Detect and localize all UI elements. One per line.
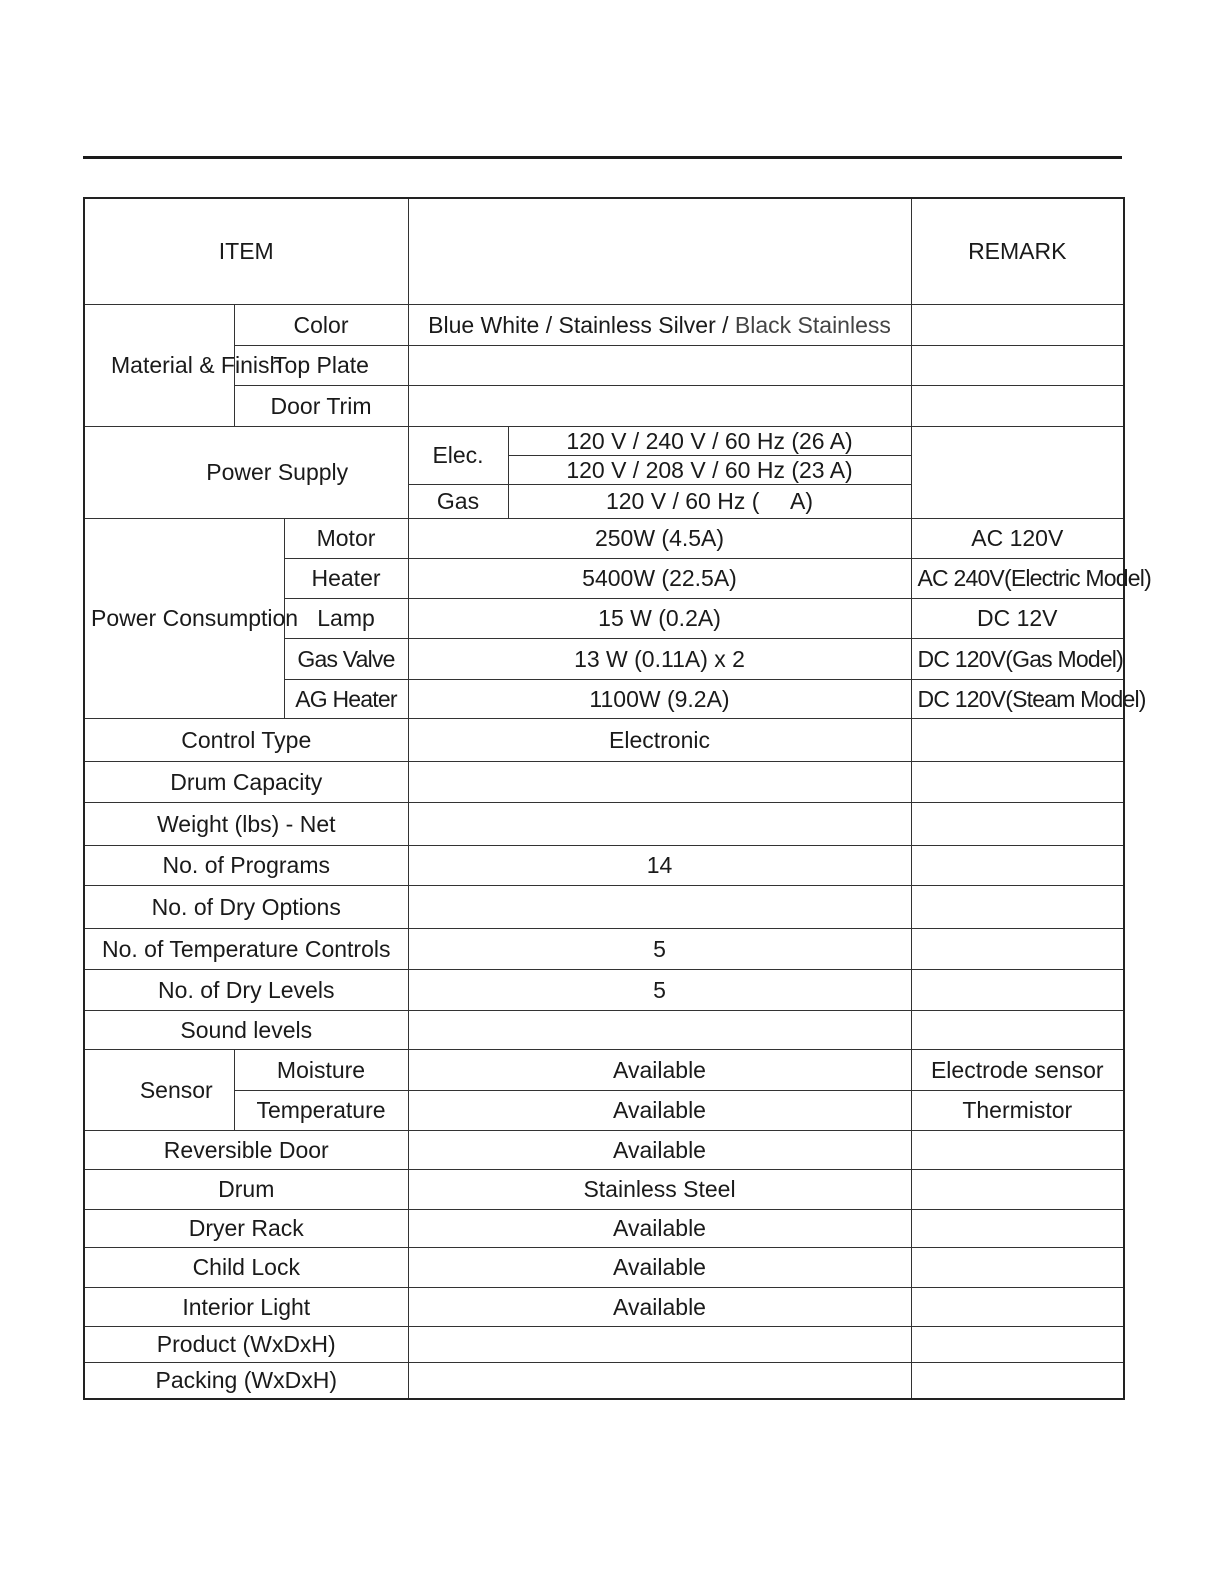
row-item: Reversible Door <box>84 1130 408 1169</box>
pc-value: 15 W (0.2A) <box>408 598 911 638</box>
row-item: Sound levels <box>84 1010 408 1049</box>
sensor-remark: Thermistor <box>911 1090 1124 1130</box>
table-row <box>84 885 1124 928</box>
sensor-value: Available <box>408 1049 911 1090</box>
pc-value: 1100W (9.2A) <box>408 679 911 718</box>
row-item: Child Lock <box>84 1247 408 1287</box>
pc-remark: DC 12V <box>911 598 1124 638</box>
sensor-label: Moisture <box>234 1049 408 1090</box>
row-item: Dryer Rack <box>84 1209 408 1247</box>
row-value: Stainless Steel <box>408 1169 911 1209</box>
row-remark <box>911 761 1124 802</box>
row-remark <box>911 1169 1124 1209</box>
door-trim-label: Door Trim <box>234 385 408 426</box>
pc-remark: DC 120V(Gas Model) <box>911 638 1124 679</box>
table-row <box>84 426 1124 455</box>
elec-label: Elec. <box>408 426 508 484</box>
row-item: Drum <box>84 1169 408 1209</box>
remark-cell <box>911 385 1124 426</box>
pc-label: Heater <box>284 558 408 598</box>
pc-label: Lamp <box>284 598 408 638</box>
pc-value: 250W (4.5A) <box>408 518 911 558</box>
pc-remark: DC 120V(Steam Model) <box>911 679 1124 718</box>
material-group-label: Material & Finish <box>84 304 234 426</box>
table-row <box>84 1326 1124 1362</box>
table-row <box>84 518 1124 558</box>
value-cell <box>408 345 911 385</box>
row-remark <box>911 845 1124 885</box>
power-supply-text: Power Supply <box>206 459 349 485</box>
color-value-main: Blue White / Stainless Silver / <box>428 311 729 338</box>
row-value: Available <box>408 1209 911 1247</box>
elec-value-1: 120 V / 240 V / 60 Hz (26 A) <box>508 426 911 455</box>
row-item: No. of Programs <box>84 845 408 885</box>
row-value: 5 <box>408 928 911 969</box>
row-remark <box>911 1362 1124 1399</box>
table-row <box>84 1090 1124 1130</box>
row-item: Drum Capacity <box>84 761 408 802</box>
remark-cell <box>911 304 1124 345</box>
row-remark <box>911 1287 1124 1326</box>
sensor-remark: Electrode sensor <box>911 1049 1124 1090</box>
row-remark <box>911 802 1124 845</box>
table-row <box>84 718 1124 761</box>
table-row <box>84 304 1124 345</box>
sensor-value: Available <box>408 1090 911 1130</box>
row-item: Product (WxDxH) <box>84 1326 408 1362</box>
row-remark <box>911 1247 1124 1287</box>
gas-value: 120 V / 60 Hz ( A) <box>508 484 911 518</box>
row-value <box>408 802 911 845</box>
table-row <box>84 928 1124 969</box>
row-value <box>408 1326 911 1362</box>
pc-value: 5400W (22.5A) <box>408 558 911 598</box>
table-row <box>84 1362 1124 1399</box>
row-remark <box>911 885 1124 928</box>
header-remark: REMARK <box>911 198 1124 304</box>
color-value-extra: Black Stainless <box>734 311 891 338</box>
row-value <box>408 761 911 802</box>
row-remark <box>911 1209 1124 1247</box>
table-row <box>84 761 1124 802</box>
row-value <box>408 1362 911 1399</box>
row-value: Available <box>408 1287 911 1326</box>
row-value: Electronic <box>408 718 911 761</box>
row-value <box>408 885 911 928</box>
row-item: No. of Temperature Controls <box>84 928 408 969</box>
pc-remark: AC 240V(Electric Model) <box>911 558 1124 598</box>
gas-label: Gas <box>408 484 508 518</box>
pc-label: Gas Valve <box>284 638 408 679</box>
row-remark <box>911 1130 1124 1169</box>
spec-table <box>83 197 1151 1400</box>
elec-value-2: 120 V / 208 V / 60 Hz (23 A) <box>508 455 911 484</box>
header-row <box>84 198 1124 304</box>
table-row <box>84 1130 1124 1169</box>
row-item: Control Type <box>84 718 408 761</box>
table-row <box>84 1209 1124 1247</box>
row-remark <box>911 928 1124 969</box>
sensor-label: Temperature <box>234 1090 408 1130</box>
row-remark <box>911 1010 1124 1049</box>
header-spec <box>408 198 911 304</box>
pc-remark: AC 120V <box>911 518 1124 558</box>
sensor-group-label: Sensor <box>84 1049 234 1130</box>
row-remark <box>911 718 1124 761</box>
row-item: Interior Light <box>84 1287 408 1326</box>
row-value <box>408 1010 911 1049</box>
row-item: Packing (WxDxH) <box>84 1362 408 1399</box>
table-row <box>84 1247 1124 1287</box>
top-rule <box>83 156 1122 159</box>
row-remark <box>911 1326 1124 1362</box>
power-supply-group-label <box>84 426 408 518</box>
row-item: No. of Dry Levels <box>84 969 408 1010</box>
pc-label: Motor <box>284 518 408 558</box>
table-row <box>84 969 1124 1010</box>
row-value: 5 <box>408 969 911 1010</box>
table-row <box>84 385 1124 426</box>
table-row <box>84 1287 1124 1326</box>
table-row <box>84 802 1124 845</box>
row-value: Available <box>408 1247 911 1287</box>
row-value: 14 <box>408 845 911 885</box>
pc-value: 13 W (0.11A) x 2 <box>408 638 911 679</box>
table-row <box>84 1169 1124 1209</box>
table-row <box>84 1049 1124 1090</box>
row-value: Available <box>408 1130 911 1169</box>
power-consumption-group-label: Power Consumption <box>84 518 284 718</box>
color-label: Color <box>234 304 408 345</box>
color-value <box>408 304 911 345</box>
value-cell <box>408 385 911 426</box>
table-row <box>84 1010 1124 1049</box>
pc-label: AG Heater <box>284 679 408 718</box>
header-item: ITEM <box>84 198 408 304</box>
remark-cell <box>911 426 1124 518</box>
row-item: No. of Dry Options <box>84 885 408 928</box>
remark-cell <box>911 345 1124 385</box>
top-plate-label: Top Plate <box>234 345 408 385</box>
row-remark <box>911 969 1124 1010</box>
table-row <box>84 845 1124 885</box>
row-item: Weight (lbs) - Net <box>84 802 408 845</box>
